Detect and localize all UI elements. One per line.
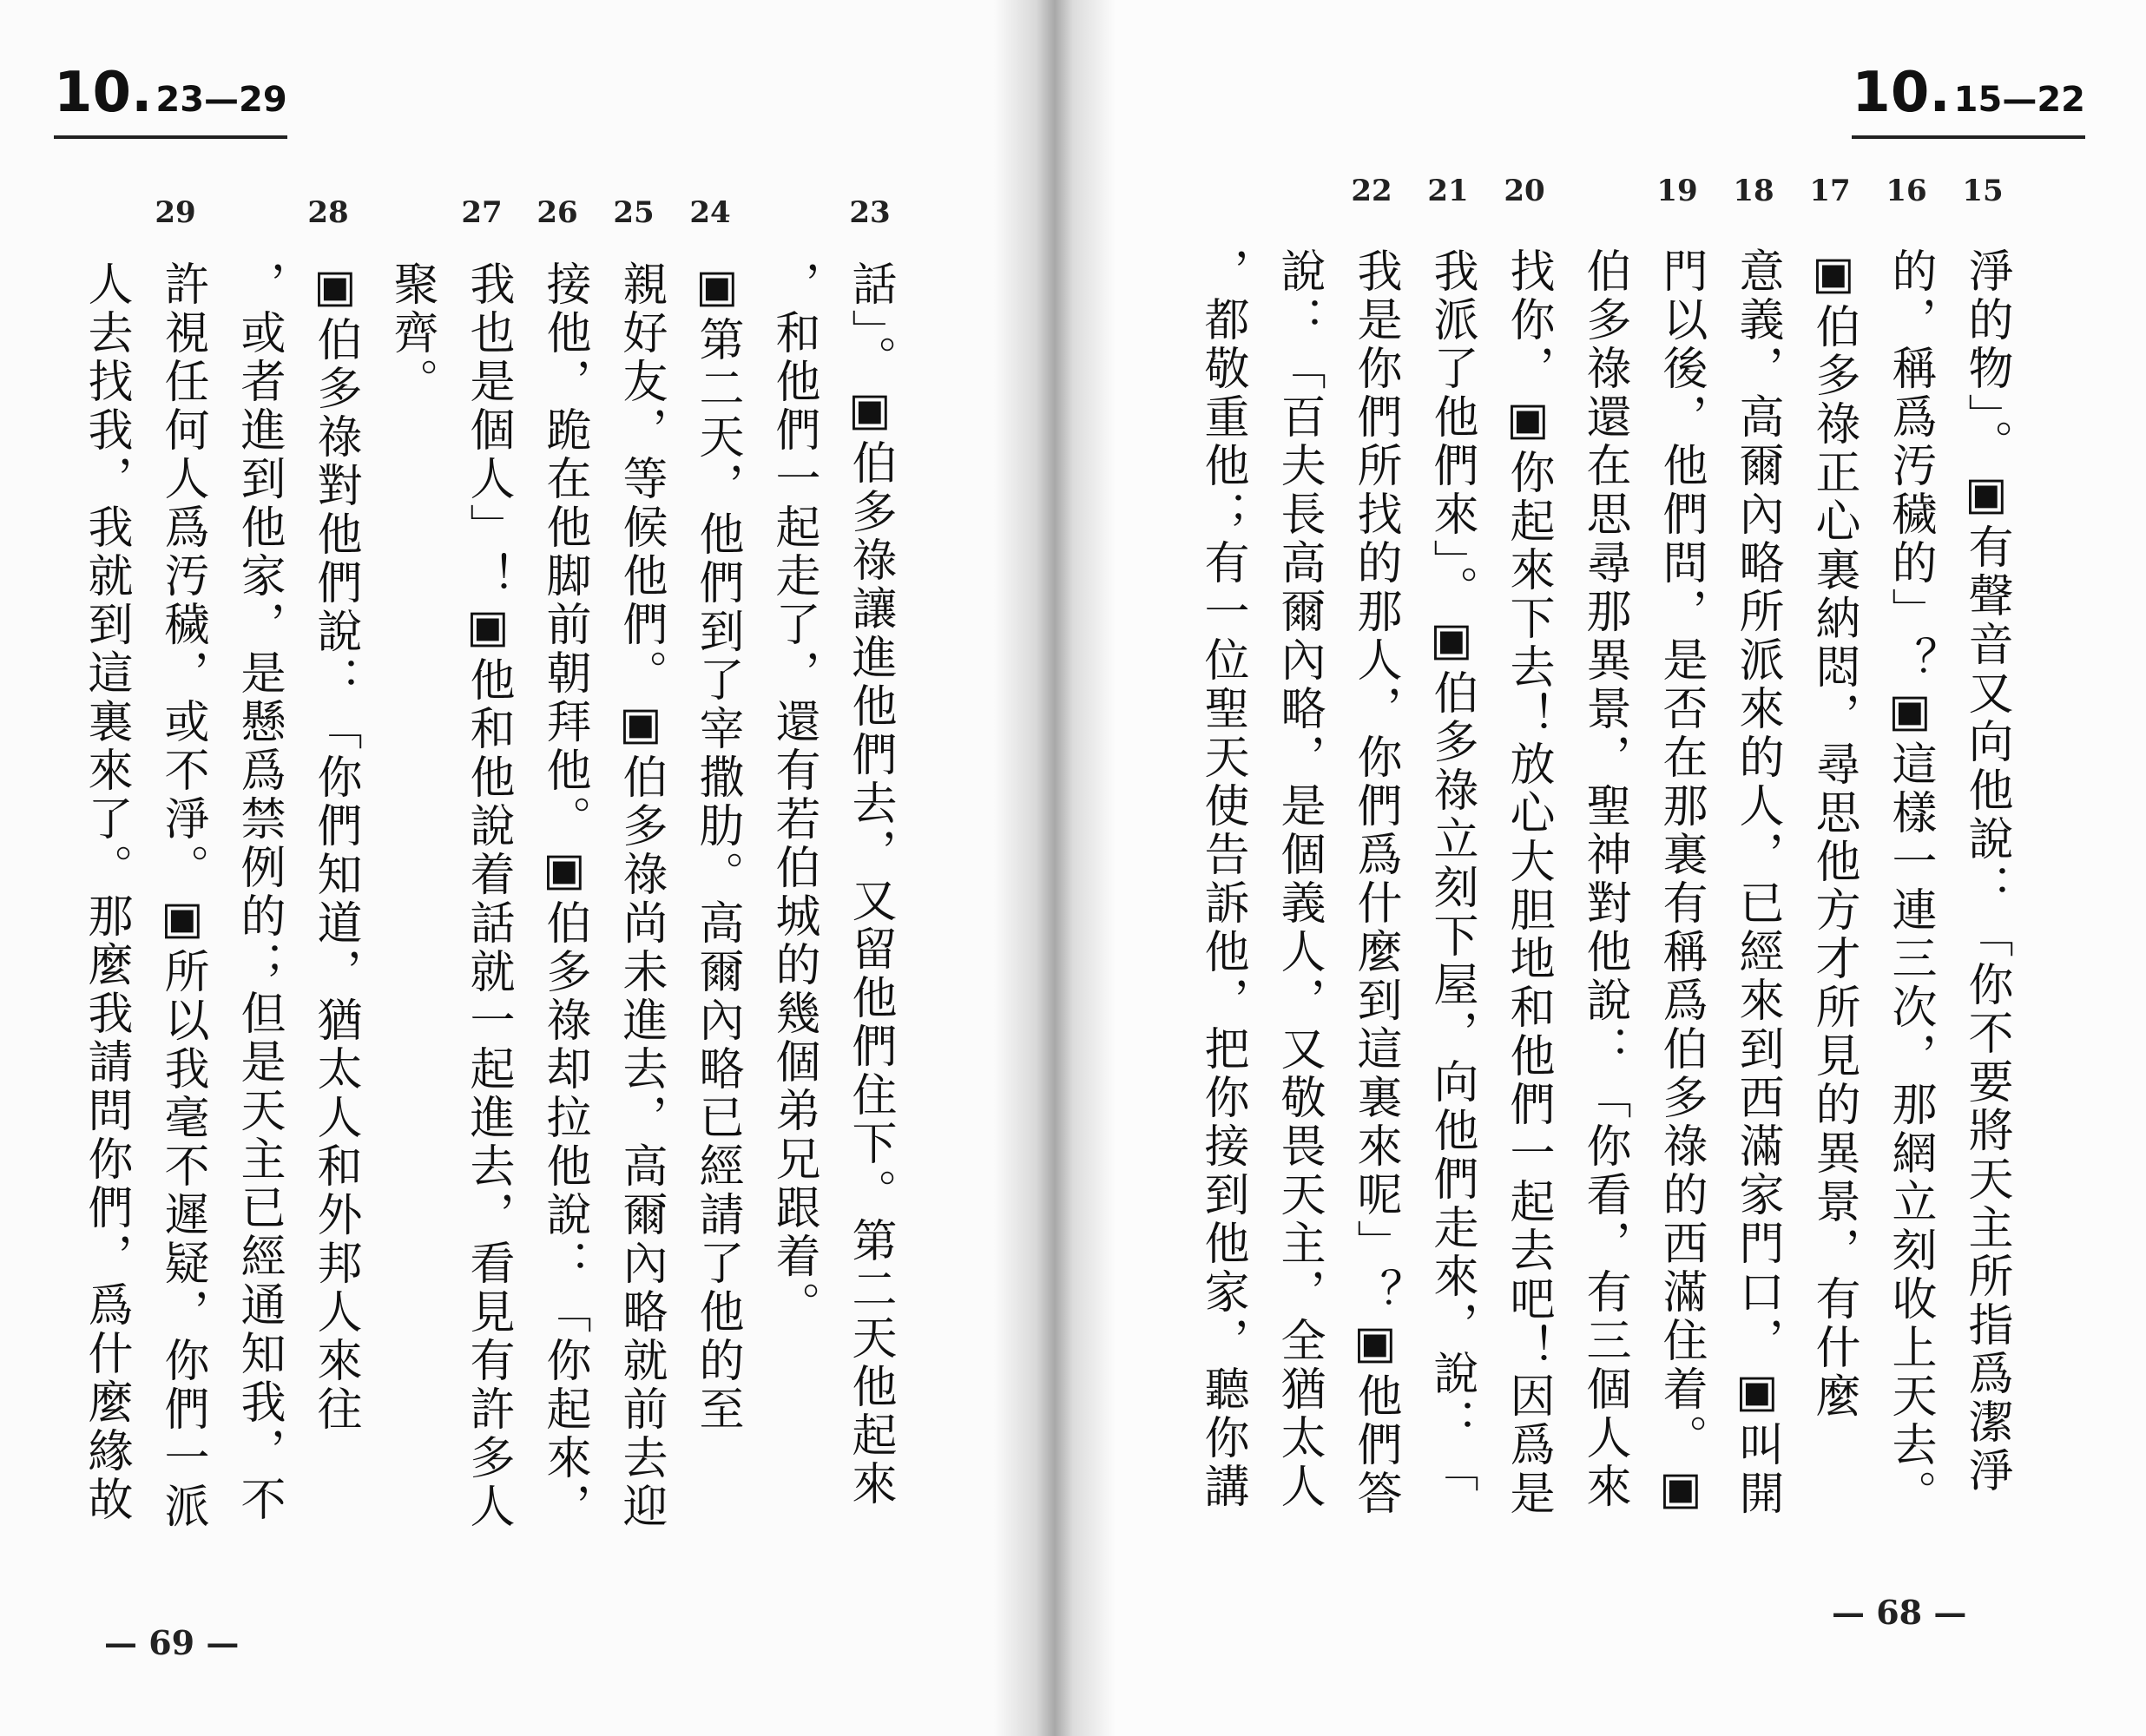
verse-number: 25 bbox=[613, 195, 655, 230]
verse-number: 29 bbox=[155, 195, 196, 230]
verse-number: 28 bbox=[307, 195, 349, 230]
text-column: ▣伯多祿對他們說：「你們知道，猶太人和外邦人來往 bbox=[309, 260, 361, 1434]
text-column: 說：「百夫長高爾內略，是個義人，又敬畏天主，全猶太人 bbox=[1273, 247, 1325, 1511]
text-column: 親好友，等候他們。▣伯多祿尚未進去，高爾內略就前去迎 bbox=[615, 260, 667, 1531]
text-column: ，和他們一起走了，還有若伯城的幾個弟兄跟着。 bbox=[767, 260, 820, 1330]
text-column: ，或者進到他家，是懸爲禁例的；但是天主已經通知我，不 bbox=[233, 260, 285, 1524]
verse-number: 20 bbox=[1504, 174, 1545, 208]
verse-number: 15 bbox=[1962, 174, 2004, 208]
text-column: 許視任何人爲汚穢，或不淨。▣所以我毫不遲疑，你們一派 bbox=[156, 260, 208, 1531]
page-number-left: — 69 — bbox=[104, 1623, 240, 1662]
running-head-left bbox=[54, 61, 287, 139]
text-column: 人去找我，我就到這裏來了。那麼我請問你們，爲什麼緣故 bbox=[80, 260, 132, 1524]
text-column: ▣伯多祿正心裏納悶，尋思他方才所見的異景，有什麼 bbox=[1807, 247, 1860, 1421]
page-number-right: — 68 — bbox=[1832, 1593, 1967, 1632]
text-column: 找你，▣你起來下去！放心大胆地和他們一起去吧！因爲是 bbox=[1502, 247, 1554, 1518]
text-column: 接他，跪在他脚前朝拜他。▣伯多祿却拉他說：「你起來， bbox=[538, 260, 590, 1531]
verse-number: 24 bbox=[689, 195, 731, 230]
left-page bbox=[0, 0, 1055, 1736]
text-column: 我也是個人」！▣他和他說着話就一起進去，看見有許多人 bbox=[462, 260, 514, 1531]
verse-number: 21 bbox=[1427, 174, 1469, 208]
right-page bbox=[1055, 0, 2146, 1736]
text-column: 意義，高爾內略所派來的人，已經來到西滿家門口，▣叫開 bbox=[1731, 247, 1783, 1518]
chapter-number: 10. bbox=[1852, 61, 1951, 125]
book-gutter-shadow bbox=[994, 0, 1116, 1736]
chapter-number: 10. bbox=[54, 61, 153, 125]
text-column: 門以後，他們問，是否在那裏有稱爲伯多祿的西滿住着。▣ bbox=[1655, 247, 1707, 1518]
verse-number: 19 bbox=[1656, 174, 1698, 208]
text-column: 我派了他們來」。▣伯多祿立刻下屋，向他們走來，說：「 bbox=[1425, 247, 1478, 1496]
text-column: 聚齊。 bbox=[385, 260, 438, 406]
verse-number: 16 bbox=[1886, 174, 1927, 208]
text-column: ，都敬重他；有一位聖天使告訴他，把你接到他家，聽你講 bbox=[1196, 247, 1248, 1511]
verse-number: 27 bbox=[461, 195, 503, 230]
verse-range: 15—22 bbox=[1953, 80, 2085, 120]
verse-number: 17 bbox=[1809, 174, 1851, 208]
verse-number: 23 bbox=[849, 195, 891, 230]
verse-number: 26 bbox=[536, 195, 578, 230]
text-column: 的，稱爲汚穢的」？▣這樣一連三次，那網立刻收上天去。 bbox=[1884, 247, 1936, 1518]
running-head-right bbox=[1852, 61, 2085, 139]
text-column: 淨的物」。▣有聲音又向他說：「你不要將天主所指爲潔淨 bbox=[1960, 247, 2012, 1496]
text-column: 伯多祿還在思尋那異景，聖神對他說：「你看，有三個人來 bbox=[1578, 247, 1630, 1511]
text-column: 話」。▣伯多祿讓進他們去，又留他們住下。第二天他起來 bbox=[844, 260, 896, 1509]
verse-number: 22 bbox=[1351, 174, 1392, 208]
verse-number: 18 bbox=[1733, 174, 1774, 208]
text-column: ▣第二天，他們到了宰撒肋。高爾內略已經請了他的至 bbox=[691, 260, 743, 1434]
verse-range: 23—29 bbox=[155, 80, 287, 120]
text-column: 我是你們所找的那人，你們爲什麼到這裏來呢」？▣他們答 bbox=[1349, 247, 1401, 1518]
